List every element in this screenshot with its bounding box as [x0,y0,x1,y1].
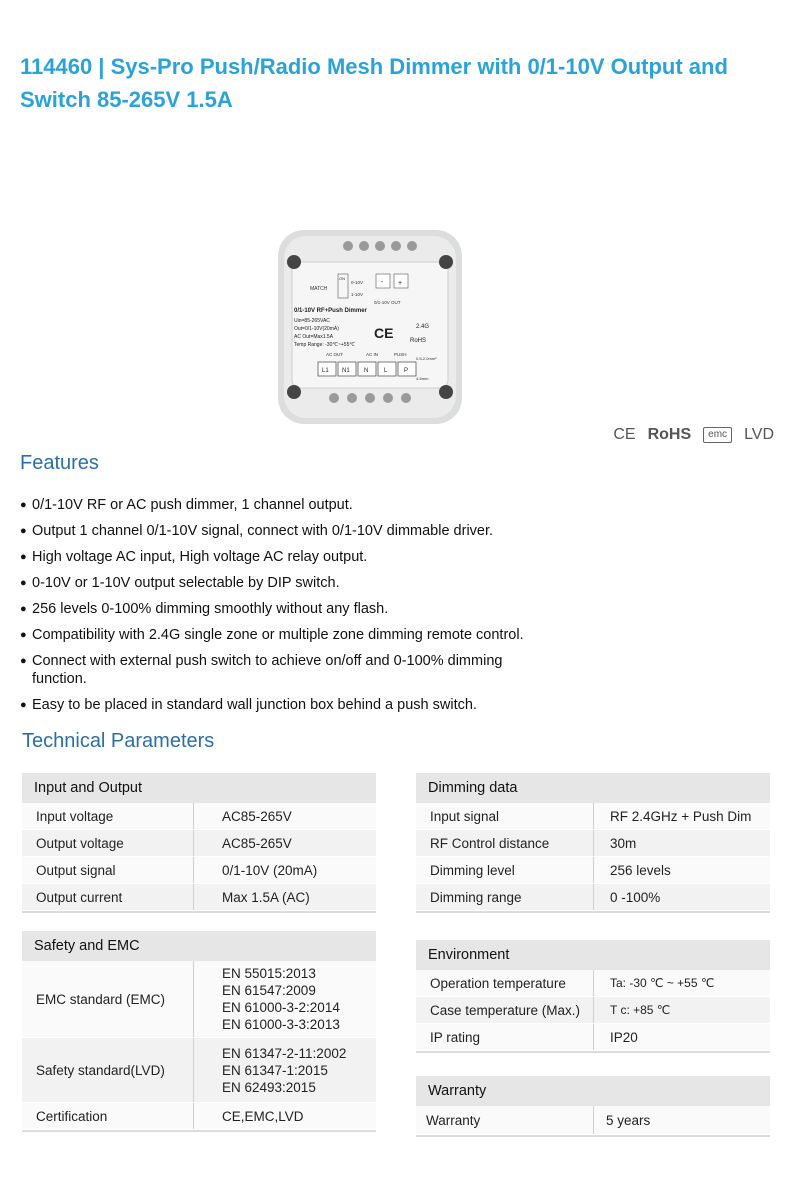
product-on-text: ON [339,276,345,281]
product-ac-in: AC IN [366,352,379,357]
row-label: Safety standard(LVD) [22,1038,194,1102]
row-label: Dimming range [416,884,594,910]
product-match-text: MATCH [310,286,328,292]
row-label: IP rating [416,1024,594,1050]
row-value: 256 levels [610,862,671,878]
row-label: Output signal [22,857,194,883]
product-ce-mark: CE [374,325,394,341]
product-010-text: 0-10V [351,280,364,285]
row-value: 5 years [606,1112,651,1128]
row-label: Case temperature (Max.) [416,997,594,1023]
product-main-label: 0/1-10V RF+Push Dimmer [294,308,367,314]
row-value: 0 -100% [610,889,661,905]
table-row [22,961,376,1038]
product-uin: Uin=85-265VAC [294,318,330,324]
terminal-l1: L1 [322,368,329,374]
product-strip: 4-5mm [416,376,429,381]
row-label: Input voltage [22,803,194,829]
feature-item: ● Compatibility with 2.4G single zone or multiple zone dimming remote control. [20,626,580,644]
row-label: Output current [22,884,194,910]
row-value: RF 2.4GHz + Push Dim [610,808,752,824]
table-heading: Safety and EMC [22,931,376,961]
row-value [194,961,340,1037]
row-label: Input signal [416,803,594,829]
table-row [22,830,376,857]
table-heading: Environment [416,940,770,970]
table-row [416,884,770,911]
table-row [416,970,770,997]
table-heading: Input and Output [22,773,376,803]
emc-standard: EN 61000-3-3:2013 [222,1017,340,1032]
terminal-l: L [384,368,388,374]
product-plus: + [398,280,403,287]
product-freq: 2.4G [416,324,430,330]
row-value: Ta: -30 ℃ ~ +55 ℃ [610,976,715,990]
product-out-label: 0/1-10V OUT [374,300,401,305]
feature-item: ● Output 1 channel 0/1-10V signal, connect with 0/1-10V dimmable driver. [20,522,580,540]
table-heading: Warranty [416,1076,770,1106]
row-value: CE,EMC,LVD [222,1108,304,1124]
lvd-standard: EN 61347-2-11:2002 [222,1045,347,1061]
dimming-table [416,773,770,913]
features-heading: Features [20,452,99,474]
table-row [22,884,376,911]
environment-table [416,940,770,1053]
row-value: AC85-265V [222,835,292,851]
emc-logo: emc [703,427,732,443]
lvd-standard: EN 62493:2015 [222,1079,316,1095]
product-rohs: RoHS [410,338,427,344]
ce-logo: CE [613,426,636,443]
rohs-logo: RoHS [647,426,692,443]
product-110-text: 1-10V [351,292,364,297]
warranty-table [416,1076,770,1137]
table-row [416,997,770,1024]
product-push: PUSH [394,352,407,357]
table-row [22,803,376,830]
table-row [416,1024,770,1051]
row-value: T c: +85 ℃ [610,1003,671,1017]
table-row [22,1038,376,1103]
product-out: Out=0/1-10V(20mA) [294,326,339,332]
emc-standard: EN 61000-3-2:2014 [222,1000,340,1015]
feature-item: ● 0/1-10V RF or AC push dimmer, 1 channel output. [20,496,580,514]
terminal-n1: N1 [342,368,350,374]
terminal-n: N [364,368,369,374]
features-list [20,496,580,722]
terminal-p: P [404,368,409,374]
emc-standard: EN 55015:2013 [222,966,316,981]
table-row [416,857,770,884]
tech-heading: Technical Parameters [22,730,215,752]
row-value: 0/1-10V (20mA) [222,862,318,878]
row-value: 30m [610,835,637,851]
feature-item: ● 256 levels 0-100% dimming smoothly without any flash. [20,600,580,618]
table-row [416,830,770,857]
row-value: IP20 [610,1029,638,1045]
row-label: Output voltage [22,830,194,856]
cert-logos [613,426,774,444]
row-value: AC85-265V [222,808,292,824]
safety-table [22,931,376,1132]
product-temp: Temp Range: -30℃~+55℃ [294,342,355,348]
product-minus: - [381,279,384,286]
feature-item: ● Easy to be placed in standard wall junction box behind a push switch. [20,696,580,714]
row-value: Max 1.5A (AC) [222,889,310,905]
product-ac-out: AC OUT [326,352,344,357]
row-value [194,1038,346,1102]
lvd-logo: LVD [744,426,774,443]
product-acout: AC Out=Max1.5A [294,334,334,340]
input-output-table [22,773,376,913]
row-label: Warranty [416,1106,594,1134]
table-row [416,803,770,830]
product-image [270,222,470,432]
page-title: 114460 | Sys-Pro Push/Radio Mesh Dimmer with 0/1-10V Output and Switch 85-265V 1.5A [20,54,728,112]
emc-standard: EN 61547:2009 [222,983,316,998]
table-row [22,857,376,884]
table-row [416,1106,770,1135]
feature-item: ● Connect with external push switch to achieve on/off and 0-100% dimming function. [20,652,532,688]
table-row [22,1103,376,1130]
row-label: Certification [22,1103,194,1129]
row-label: EMC standard (EMC) [22,961,194,1037]
product-wire: 0.5-2.0mm² [416,356,437,361]
feature-item: ● 0-10V or 1-10V output selectable by DIP switch. [20,574,580,592]
row-label: RF Control distance [416,830,594,856]
table-heading: Dimming data [416,773,770,803]
row-label: Dimming level [416,857,594,883]
feature-item: ● High voltage AC input, High voltage AC relay output. [20,548,580,566]
lvd-standard: EN 61347-1:2015 [222,1062,328,1078]
row-label: Operation temperature [416,970,594,996]
